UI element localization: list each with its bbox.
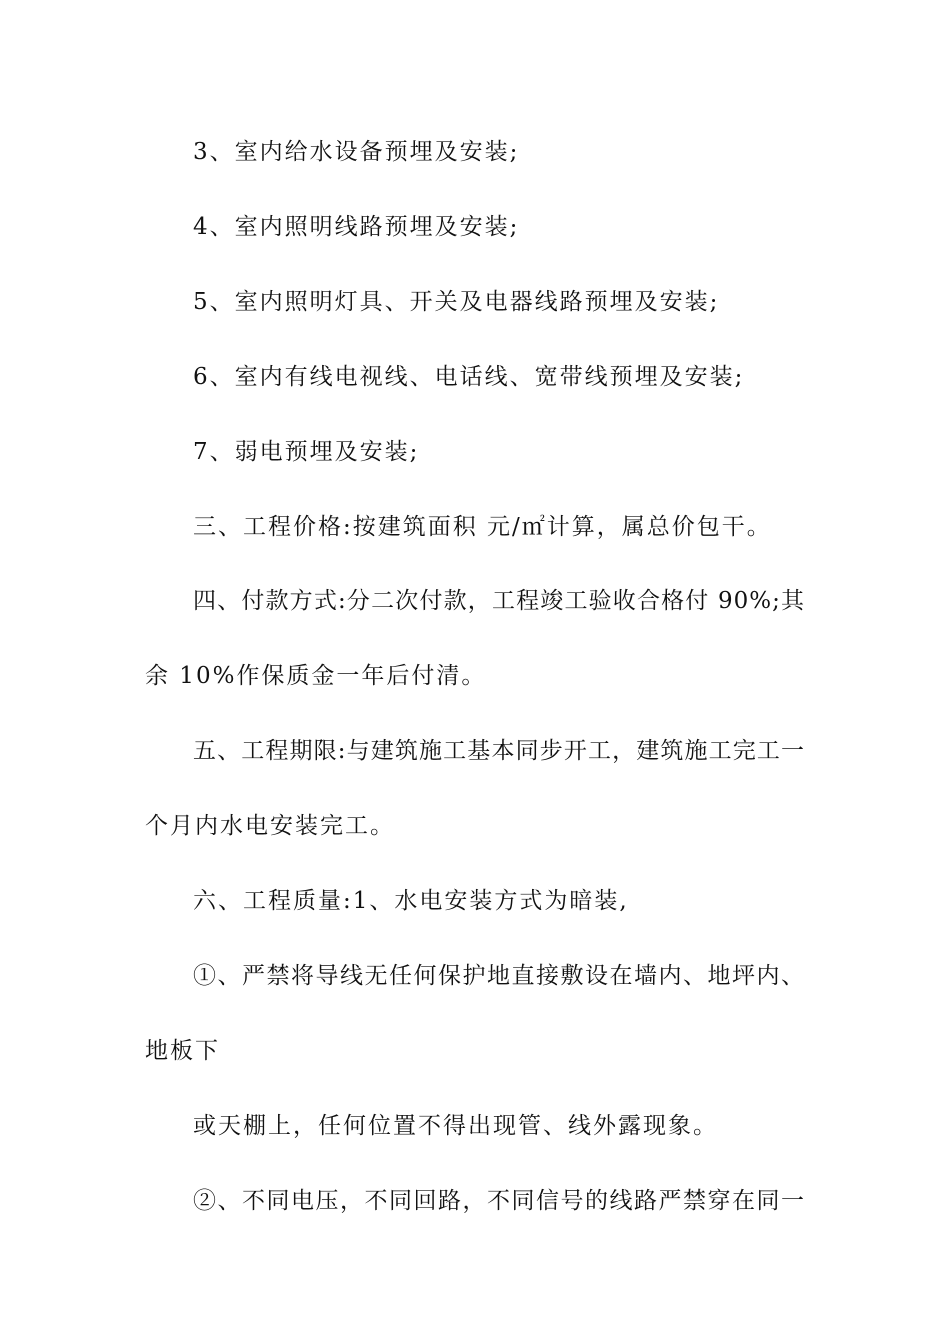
paragraph-line-3: 5、室内照明灯具、开关及电器线路预埋及安装; <box>193 289 720 315</box>
section-period-line-1: 五、工程期限:与建筑施工基本同步开工，建筑施工完工一 <box>193 738 805 764</box>
section-payment-line-1: 四、付款方式:分二次付款，工程竣工验收合格付 90%;其 <box>193 588 805 614</box>
section-payment-line-2: 余 10%作保质金一年后付清。 <box>145 663 487 689</box>
section-price-line: 三、工程价格:按建筑面积 元/㎡计算，属总价包干。 <box>193 514 772 540</box>
paragraph-line-5: 7、弱电预埋及安装; <box>193 439 420 465</box>
paragraph-line-1: 3、室内给水设备预埋及安装; <box>193 139 520 165</box>
quality-item-1-line-1: ①、严禁将导线无任何保护地直接敷设在墙内、地坪内、 <box>193 963 805 989</box>
quality-item-1-line-3: 或天棚上，任何位置不得出现管、线外露现象。 <box>193 1113 718 1139</box>
quality-item-1-line-2: 地板下 <box>145 1038 220 1064</box>
section-quality-line: 六、工程质量:1、水电安装方式为暗装, <box>193 888 629 914</box>
section-period-line-2: 个月内水电安装完工。 <box>145 813 395 839</box>
paragraph-line-4: 6、室内有线电视线、电话线、宽带线预埋及安装; <box>193 364 745 390</box>
quality-item-2-line-1: ②、不同电压，不同回路，不同信号的线路严禁穿在同一 <box>193 1188 805 1214</box>
paragraph-line-2: 4、室内照明线路预埋及安装; <box>193 214 520 240</box>
